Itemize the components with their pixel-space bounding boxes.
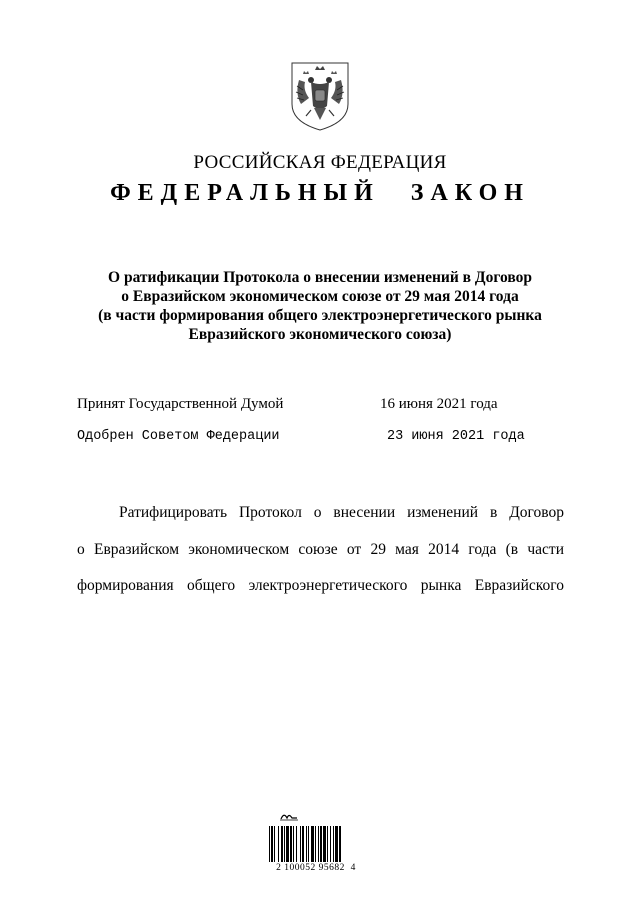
barcode-bar: [335, 826, 338, 862]
barcode-bar: [308, 826, 309, 862]
barcode-bar: [274, 826, 275, 862]
body-line: о Евразийском экономическом союзе от 29 мая 2014 года (в части: [77, 541, 564, 558]
barcode-bar: [302, 826, 304, 862]
barcode-bar: [296, 826, 297, 862]
coat-of-arms-icon: [289, 60, 351, 132]
barcode-bar: [281, 826, 283, 862]
barcode-bar: [300, 826, 301, 862]
barcode-number: 2 100052 95682 4: [276, 863, 356, 873]
stamp-mark-icon: [279, 810, 299, 822]
duma-label: Принят Государственной Думой: [77, 396, 284, 412]
barcode-bar: [311, 826, 314, 862]
barcode-block: [266, 810, 366, 880]
barcode-bar: [339, 826, 341, 862]
barcode-bar: [293, 826, 294, 862]
barcode-bar: [306, 826, 307, 862]
title-line: о Евразийском экономическом союзе от 29 мая 2014 года: [121, 288, 519, 305]
body-line: Ратифицировать Протокол о внесении изменений в Договор: [119, 504, 564, 521]
barcode-bar: [320, 826, 322, 862]
body-line: формирования общего электроэнергетического рынка Евразийского: [77, 577, 564, 594]
barcode-bar: [315, 826, 316, 862]
barcode-bar: [286, 826, 289, 862]
barcode-bar: [323, 826, 326, 862]
barcode-bar: [327, 826, 328, 862]
document-type: ФЕДЕРАЛЬНЫЙ ЗАКОН: [110, 180, 530, 206]
barcode-bar: [269, 826, 270, 862]
barcode-bar: [333, 826, 334, 862]
barcode-bar: [318, 826, 319, 862]
council-date: 23 июня 2021 года: [387, 429, 525, 444]
law-title: [40, 268, 600, 344]
title-line: (в части формирования общего электроэнергетического рынка: [98, 307, 542, 324]
country-name: РОССИЙСКАЯ ФЕДЕРАЦИЯ: [193, 152, 447, 173]
barcode-bar: [284, 826, 285, 862]
title-line: О ратификации Протокола о внесении изменений в Договор: [108, 269, 532, 286]
barcode-bar: [330, 826, 331, 862]
duma-date: 16 июня 2021 года: [380, 396, 498, 412]
council-label: Одобрен Советом Федерации: [77, 429, 280, 444]
barcode-bar: [278, 826, 279, 862]
barcode-bar: [271, 826, 273, 862]
barcode-icon: [268, 826, 364, 862]
title-line: Евразийского экономического союза): [188, 326, 452, 343]
barcode-bar: [290, 826, 292, 862]
